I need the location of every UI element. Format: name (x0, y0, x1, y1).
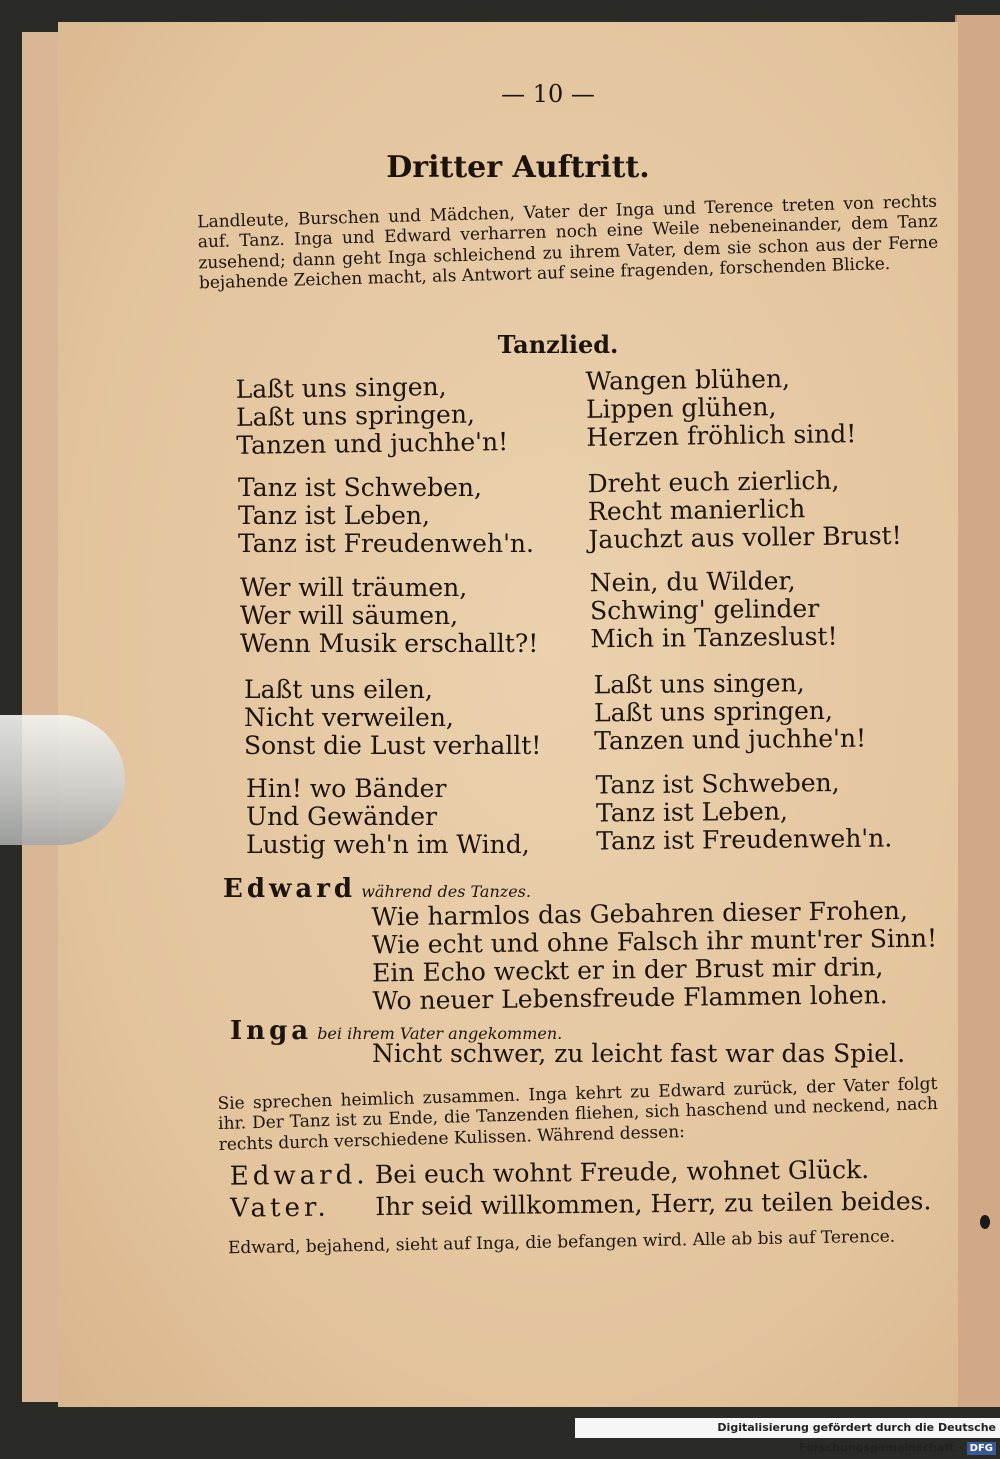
verse-line: Nicht verweilen, (244, 703, 454, 732)
verse-line: Wo neuer Lebensfreude Flammen lohen. (372, 980, 888, 1016)
verse-line: Tanzen und juchhe'n! (594, 723, 867, 756)
verse-line: Wer will säumen, (240, 601, 459, 630)
verse-line: Laßt uns eilen, (244, 675, 433, 704)
verse-line: Jauchzt aus voller Brust! (588, 520, 902, 555)
verse-line: Laßt uns springen, (235, 399, 476, 432)
stage-direction-intro: Landleute, Burschen und Mädchen, Vater der Inga und Terence treten von rechts auf. Tanz. Inga und Edward verharren noch eine Weile nebeneinander, dem Tanz zusehend; dann geht Inga schleichend zu ihrem Vater, dem sie schon aus der Ferne bejahende Zeichen macht, als Antwort auf seine fragenden, forschenden Blicke. (197, 191, 939, 294)
verse-line: Tanz ist Schweben, (595, 767, 840, 800)
speaker-name: Inga (230, 1016, 313, 1046)
edward-speech (371, 897, 938, 1016)
verse-line: Wer will träumen, (240, 573, 468, 602)
verse-line: Tanz ist Freudenweh'n. (238, 529, 534, 558)
page-clip (0, 715, 125, 845)
verse-line: Wangen blühen, (585, 364, 791, 396)
verse-line: Herzen fröhlich sind! (586, 419, 857, 452)
verse-line: Laßt uns singen, (593, 668, 805, 700)
speaker-name: Edward (223, 874, 357, 904)
verse-line: Mich in Tanzeslust! (590, 621, 838, 654)
verse-line: Schwing' gelinder (589, 593, 820, 626)
dialog-block (230, 1154, 932, 1225)
dialog-line: Ihr seid willkommen, Herr, zu teilen beides. (375, 1186, 932, 1222)
left-stanza-1 (235, 372, 508, 460)
binding-mark (980, 1215, 990, 1229)
speaker-name: Edward. (229, 1160, 369, 1192)
verse-line: Tanz ist Freudenweh'n. (596, 823, 893, 856)
dialog-row (230, 1186, 932, 1225)
left-stanza-5 (246, 775, 530, 859)
verse-line: Dreht euch zierlich, (587, 465, 840, 499)
left-stanza-3 (240, 574, 538, 658)
footer-text: Digitalisierung gefördert durch die Deutsche Forschungsgemeinschaft - (717, 1421, 996, 1454)
verse-line: Nein, du Wilder, (589, 566, 796, 598)
verse-line: Sonst die Lust verhallt! (244, 731, 542, 760)
page-number: — 10 — (501, 80, 595, 108)
stage-direction-end: Edward, bejahend, sieht auf Inga, die befangen wird. Alle ab bis auf Terence. (227, 1226, 896, 1259)
inga-speech: Nicht schwer, zu leicht fast war das Spiel. (372, 1039, 906, 1068)
verse-line: Wie echt und ohne Falsch ihr munt'rer Sinn! (371, 923, 938, 960)
edward-speaker-line (223, 874, 531, 904)
dfg-logo: DFG (967, 1442, 996, 1455)
verse-line: Wie harmlos das Gebahren dieser Frohen, (371, 895, 908, 932)
verse-line: Recht manierlich (587, 494, 806, 527)
digitization-footer (575, 1418, 1000, 1454)
verse-line: Hin! wo Bänder (246, 774, 447, 803)
stage-note: während des Tanzes. (361, 882, 531, 901)
verse-line: Laßt uns singen, (235, 371, 447, 404)
right-stanza-1 (585, 364, 856, 452)
verse-line: Lippen glühen, (585, 392, 777, 424)
speaker-name: Vater. (230, 1192, 330, 1224)
dialog-line: Bei euch wohnt Freude, wohnet Glück. (374, 1154, 870, 1190)
song-title: Tanzlied. (497, 330, 619, 359)
verse-line: Tanz ist Schweben, (238, 473, 482, 502)
right-stanza-4 (594, 669, 867, 756)
verse-line: Und Gewänder (246, 802, 438, 831)
verse-line: Tanz ist Leben, (595, 796, 789, 828)
verse-line: Tanz ist Leben, (238, 501, 430, 530)
left-stanza-2 (238, 474, 534, 558)
left-stanza-4 (244, 676, 541, 760)
verse-line: Laßt uns springen, (593, 695, 834, 728)
stage-note: bei ihrem Vater angekommen. (317, 1024, 563, 1043)
right-stanza-3 (590, 567, 838, 654)
verse-line: Lustig weh'n im Wind, (246, 830, 530, 859)
facing-page-edge (955, 15, 1000, 1407)
right-stanza-2 (587, 466, 901, 554)
book-page (58, 22, 958, 1407)
right-stanza-5 (596, 768, 893, 855)
verse-line: Tanzen und juchhe'n! (236, 427, 509, 460)
verse-line: Wenn Musik erschallt?! (240, 629, 539, 658)
scene-title: Dritter Auftritt. (386, 150, 650, 185)
verse-line: Ein Echo weckt er in der Brust mir drin, (372, 952, 884, 988)
stage-direction-middle: Sie sprechen heimlich zusammen. Inga kehrt zu Edward zurück, der Vater folgt ihr. Der Tanz ist zu Ende, die Tanzenden fliehen, sich haschend und neckend, nach rechts durch verschiedene Kulissen. Während dessen: (217, 1073, 939, 1155)
